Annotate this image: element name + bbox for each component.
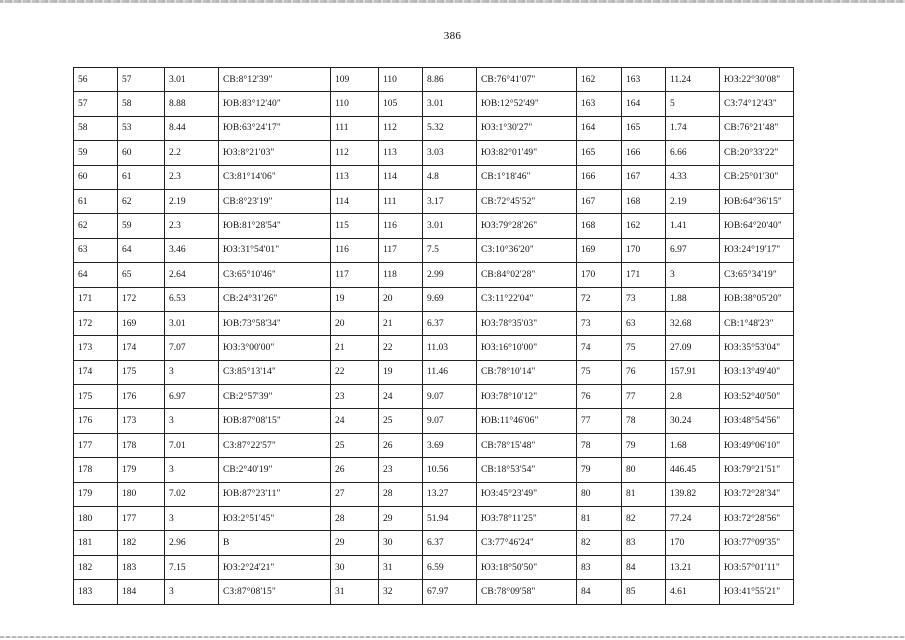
cell-bearing-group1: СЗ:85°13'14"	[219, 360, 331, 384]
cell-bearing-group1: СВ:2°40'19"	[219, 458, 331, 482]
cell-from-point-group3: 163	[577, 92, 622, 116]
cell-length-group1: 3	[165, 507, 219, 531]
cell-to-point-group1: 64	[118, 238, 165, 262]
cell-bearing-group2: СВ:78°10'14"	[477, 360, 577, 384]
cell-from-point-group1: 59	[74, 141, 118, 165]
cell-to-point-group2: 20	[379, 287, 423, 311]
table-row	[74, 141, 794, 165]
cell-length-group2: 6.37	[423, 311, 477, 335]
cell-length-group2: 3.01	[423, 92, 477, 116]
cell-from-point-group3: 77	[577, 409, 622, 433]
cell-from-point-group1: 179	[74, 482, 118, 506]
table-row	[74, 189, 794, 213]
cell-to-point-group3: 63	[622, 311, 666, 335]
cell-bearing-group3: СВ:76°21'48"	[720, 116, 794, 140]
cell-length-group2: 9.07	[423, 409, 477, 433]
cell-bearing-group2: СВ:72°45'52"	[477, 189, 577, 213]
cell-length-group3: 32.68	[666, 311, 720, 335]
table-row	[74, 409, 794, 433]
cell-from-point-group1: 177	[74, 433, 118, 457]
cell-length-group2: 51.94	[423, 507, 477, 531]
cell-bearing-group1: ЮЗ:2°51'45"	[219, 507, 331, 531]
cell-from-point-group3: 82	[577, 531, 622, 555]
cell-to-point-group2: 117	[379, 238, 423, 262]
cell-bearing-group3: ЮЗ:49°06'10"	[720, 433, 794, 457]
cell-from-point-group2: 25	[331, 433, 379, 457]
cell-bearing-group2: ЮЗ:18°50'50"	[477, 555, 577, 579]
cell-length-group1: 2.19	[165, 189, 219, 213]
cell-to-point-group1: 180	[118, 482, 165, 506]
cell-to-point-group1: 169	[118, 311, 165, 335]
cell-bearing-group1: СЗ:65°10'46"	[219, 263, 331, 287]
cell-bearing-group2: ЮЗ:78°10'12"	[477, 385, 577, 409]
cell-bearing-group2: ЮЗ:82°01'49"	[477, 141, 577, 165]
cell-length-group3: 170	[666, 531, 720, 555]
cell-from-point-group3: 166	[577, 165, 622, 189]
cell-from-point-group2: 112	[331, 141, 379, 165]
cell-to-point-group2: 112	[379, 116, 423, 140]
cell-bearing-group1: СЗ:87°08'15"	[219, 580, 331, 604]
cell-to-point-group3: 82	[622, 507, 666, 531]
cell-from-point-group3: 170	[577, 263, 622, 287]
cell-bearing-group2: ЮЗ:78°35'03"	[477, 311, 577, 335]
cell-to-point-group3: 80	[622, 458, 666, 482]
cell-length-group2: 13.27	[423, 482, 477, 506]
cell-bearing-group1: В	[219, 531, 331, 555]
cell-to-point-group2: 28	[379, 482, 423, 506]
cell-from-point-group2: 27	[331, 482, 379, 506]
cell-from-point-group1: 182	[74, 555, 118, 579]
cell-to-point-group3: 84	[622, 555, 666, 579]
cell-to-point-group3: 83	[622, 531, 666, 555]
cell-bearing-group3: ЮЗ:13°49'40"	[720, 360, 794, 384]
cell-from-point-group2: 26	[331, 458, 379, 482]
cell-bearing-group2: СВ:78°15'48"	[477, 433, 577, 457]
cell-bearing-group3: СЗ:74°12'43"	[720, 92, 794, 116]
cell-from-point-group1: 57	[74, 92, 118, 116]
cell-length-group3: 30.24	[666, 409, 720, 433]
table-row	[74, 458, 794, 482]
cell-bearing-group3: ЮЗ:72°28'34"	[720, 482, 794, 506]
cell-to-point-group1: 59	[118, 214, 165, 238]
cell-bearing-group3: ЮВ:38°05'20"	[720, 287, 794, 311]
cell-bearing-group3: ЮЗ:22°30'08"	[720, 68, 794, 92]
cell-to-point-group3: 77	[622, 385, 666, 409]
cell-to-point-group2: 25	[379, 409, 423, 433]
cell-from-point-group3: 165	[577, 141, 622, 165]
cell-from-point-group3: 167	[577, 189, 622, 213]
cell-length-group1: 8.44	[165, 116, 219, 140]
cell-length-group2: 10.56	[423, 458, 477, 482]
cell-bearing-group1: ЮВ:87°23'11"	[219, 482, 331, 506]
cell-bearing-group1: ЮВ:73°58'34"	[219, 311, 331, 335]
scan-edge-bottom	[0, 636, 905, 638]
table-row	[74, 433, 794, 457]
cell-from-point-group1: 171	[74, 287, 118, 311]
cell-bearing-group3: ЮЗ:79°21'51"	[720, 458, 794, 482]
table-row	[74, 263, 794, 287]
cell-bearing-group2: СВ:84°02'28"	[477, 263, 577, 287]
cell-length-group2: 3.03	[423, 141, 477, 165]
cell-from-point-group3: 76	[577, 385, 622, 409]
cell-to-point-group1: 62	[118, 189, 165, 213]
cell-from-point-group3: 162	[577, 68, 622, 92]
cell-to-point-group1: 65	[118, 263, 165, 287]
cell-to-point-group2: 21	[379, 311, 423, 335]
cell-from-point-group2: 31	[331, 580, 379, 604]
cell-from-point-group1: 63	[74, 238, 118, 262]
cell-bearing-group3: ЮВ:64°20'40"	[720, 214, 794, 238]
table-row	[74, 92, 794, 116]
cell-bearing-group1: ЮЗ:2°24'21"	[219, 555, 331, 579]
cell-from-point-group1: 172	[74, 311, 118, 335]
cell-from-point-group2: 30	[331, 555, 379, 579]
cell-to-point-group2: 22	[379, 336, 423, 360]
cell-length-group2: 4.8	[423, 165, 477, 189]
cell-bearing-group2: СВ:78°09'58"	[477, 580, 577, 604]
cell-to-point-group3: 171	[622, 263, 666, 287]
cell-bearing-group3: ЮВ:64°36'15"	[720, 189, 794, 213]
cell-from-point-group1: 61	[74, 189, 118, 213]
cell-bearing-group3: ЮЗ:52°40'50"	[720, 385, 794, 409]
cell-bearing-group1: СВ:8°12'39"	[219, 68, 331, 92]
cell-length-group1: 3.46	[165, 238, 219, 262]
cell-from-point-group1: 62	[74, 214, 118, 238]
cell-bearing-group1: ЮЗ:31°54'01"	[219, 238, 331, 262]
cell-from-point-group3: 84	[577, 580, 622, 604]
cell-length-group2: 9.69	[423, 287, 477, 311]
cell-bearing-group2: СЗ:10°36'20"	[477, 238, 577, 262]
cell-to-point-group1: 177	[118, 507, 165, 531]
cell-to-point-group1: 58	[118, 92, 165, 116]
table-row	[74, 116, 794, 140]
cell-to-point-group3: 170	[622, 238, 666, 262]
cell-length-group1: 3.01	[165, 68, 219, 92]
cell-to-point-group1: 172	[118, 287, 165, 311]
cell-length-group1: 7.07	[165, 336, 219, 360]
cell-to-point-group3: 167	[622, 165, 666, 189]
cell-length-group1: 2.2	[165, 141, 219, 165]
cell-length-group2: 3.17	[423, 189, 477, 213]
cell-length-group2: 11.03	[423, 336, 477, 360]
cell-to-point-group1: 53	[118, 116, 165, 140]
table-row	[74, 214, 794, 238]
cell-length-group3: 27.09	[666, 336, 720, 360]
cell-from-point-group1: 180	[74, 507, 118, 531]
cell-length-group1: 3	[165, 360, 219, 384]
cell-length-group3: 6.97	[666, 238, 720, 262]
table-row	[74, 555, 794, 579]
cell-from-point-group3: 72	[577, 287, 622, 311]
cell-bearing-group1: СВ:2°57'39"	[219, 385, 331, 409]
table-row	[74, 531, 794, 555]
cell-from-point-group2: 113	[331, 165, 379, 189]
cell-to-point-group3: 79	[622, 433, 666, 457]
table-row	[74, 507, 794, 531]
cell-bearing-group3: ЮЗ:41°55'21"	[720, 580, 794, 604]
cell-length-group1: 3	[165, 580, 219, 604]
cell-length-group3: 6.66	[666, 141, 720, 165]
cell-from-point-group3: 164	[577, 116, 622, 140]
cell-length-group1: 2.3	[165, 214, 219, 238]
cell-length-group3: 2.19	[666, 189, 720, 213]
cell-bearing-group2: ЮЗ:78°11'25"	[477, 507, 577, 531]
cell-from-point-group1: 176	[74, 409, 118, 433]
table-row	[74, 385, 794, 409]
cell-bearing-group1: ЮВ:63°24'17"	[219, 116, 331, 140]
cell-length-group2: 3.69	[423, 433, 477, 457]
cell-length-group3: 4.33	[666, 165, 720, 189]
cell-length-group1: 6.53	[165, 287, 219, 311]
cell-length-group3: 1.88	[666, 287, 720, 311]
survey-boundary-table	[73, 67, 794, 605]
cell-from-point-group3: 168	[577, 214, 622, 238]
cell-length-group2: 6.59	[423, 555, 477, 579]
cell-to-point-group1: 173	[118, 409, 165, 433]
cell-length-group3: 139.82	[666, 482, 720, 506]
cell-from-point-group3: 74	[577, 336, 622, 360]
cell-length-group1: 6.97	[165, 385, 219, 409]
cell-to-point-group1: 174	[118, 336, 165, 360]
table-row	[74, 336, 794, 360]
table-row	[74, 287, 794, 311]
cell-length-group3: 5	[666, 92, 720, 116]
cell-bearing-group3: ЮЗ:77°09'35"	[720, 531, 794, 555]
cell-from-point-group2: 117	[331, 263, 379, 287]
cell-to-point-group1: 182	[118, 531, 165, 555]
cell-length-group1: 7.02	[165, 482, 219, 506]
cell-bearing-group2: СЗ:11°22'04"	[477, 287, 577, 311]
cell-length-group2: 5.32	[423, 116, 477, 140]
cell-from-point-group2: 28	[331, 507, 379, 531]
cell-from-point-group2: 116	[331, 238, 379, 262]
cell-length-group2: 3.01	[423, 214, 477, 238]
cell-to-point-group2: 113	[379, 141, 423, 165]
cell-to-point-group1: 183	[118, 555, 165, 579]
cell-length-group1: 3.01	[165, 311, 219, 335]
cell-from-point-group2: 24	[331, 409, 379, 433]
cell-to-point-group1: 60	[118, 141, 165, 165]
cell-to-point-group3: 165	[622, 116, 666, 140]
cell-length-group1: 2.96	[165, 531, 219, 555]
cell-to-point-group2: 31	[379, 555, 423, 579]
cell-to-point-group2: 32	[379, 580, 423, 604]
cell-to-point-group2: 29	[379, 507, 423, 531]
cell-bearing-group1: ЮВ:83°12'40"	[219, 92, 331, 116]
cell-length-group3: 3	[666, 263, 720, 287]
cell-to-point-group2: 30	[379, 531, 423, 555]
cell-length-group3: 157.91	[666, 360, 720, 384]
cell-length-group2: 67.97	[423, 580, 477, 604]
cell-bearing-group1: СЗ:81°14'06"	[219, 165, 331, 189]
cell-bearing-group1: СВ:24°31'26"	[219, 287, 331, 311]
cell-length-group1: 3	[165, 409, 219, 433]
cell-to-point-group3: 162	[622, 214, 666, 238]
cell-from-point-group3: 75	[577, 360, 622, 384]
cell-to-point-group2: 19	[379, 360, 423, 384]
cell-from-point-group2: 23	[331, 385, 379, 409]
cell-to-point-group1: 61	[118, 165, 165, 189]
cell-length-group2: 9.07	[423, 385, 477, 409]
cell-from-point-group3: 83	[577, 555, 622, 579]
cell-from-point-group3: 80	[577, 482, 622, 506]
cell-bearing-group2: СВ:1°18'46"	[477, 165, 577, 189]
cell-bearing-group2: СЗ:77°46'24"	[477, 531, 577, 555]
cell-length-group3: 2.8	[666, 385, 720, 409]
cell-to-point-group3: 166	[622, 141, 666, 165]
cell-to-point-group3: 85	[622, 580, 666, 604]
cell-length-group1: 7.15	[165, 555, 219, 579]
scan-edge-top	[0, 0, 905, 3]
cell-to-point-group1: 57	[118, 68, 165, 92]
cell-to-point-group3: 73	[622, 287, 666, 311]
cell-to-point-group2: 114	[379, 165, 423, 189]
cell-length-group3: 13.21	[666, 555, 720, 579]
cell-to-point-group2: 26	[379, 433, 423, 457]
cell-length-group2: 8.86	[423, 68, 477, 92]
table-row	[74, 68, 794, 92]
cell-bearing-group3: СВ:25°01'30"	[720, 165, 794, 189]
cell-length-group1: 2.64	[165, 263, 219, 287]
cell-length-group2: 6.37	[423, 531, 477, 555]
cell-to-point-group2: 118	[379, 263, 423, 287]
cell-from-point-group3: 81	[577, 507, 622, 531]
cell-from-point-group2: 29	[331, 531, 379, 555]
table-row	[74, 482, 794, 506]
cell-to-point-group1: 176	[118, 385, 165, 409]
cell-length-group1: 8.88	[165, 92, 219, 116]
cell-bearing-group2: ЮЗ:16°10'00"	[477, 336, 577, 360]
cell-bearing-group1: ЮВ:87°08'15"	[219, 409, 331, 433]
cell-from-point-group1: 56	[74, 68, 118, 92]
table-row	[74, 165, 794, 189]
cell-length-group3: 1.68	[666, 433, 720, 457]
cell-bearing-group2: ЮЗ:1°30'27"	[477, 116, 577, 140]
cell-bearing-group3: СЗ:65°34'19"	[720, 263, 794, 287]
cell-to-point-group2: 105	[379, 92, 423, 116]
cell-bearing-group1: ЮВ:81°28'54"	[219, 214, 331, 238]
cell-from-point-group2: 114	[331, 189, 379, 213]
cell-to-point-group3: 81	[622, 482, 666, 506]
cell-from-point-group1: 173	[74, 336, 118, 360]
table-row	[74, 360, 794, 384]
cell-from-point-group2: 115	[331, 214, 379, 238]
cell-bearing-group2: ЮЗ:79°28'26"	[477, 214, 577, 238]
cell-bearing-group1: СЗ:87°22'57"	[219, 433, 331, 457]
cell-from-point-group3: 79	[577, 458, 622, 482]
cell-from-point-group3: 169	[577, 238, 622, 262]
cell-length-group3: 77.24	[666, 507, 720, 531]
cell-from-point-group1: 178	[74, 458, 118, 482]
cell-bearing-group2: СВ:76°41'07"	[477, 68, 577, 92]
table-row	[74, 580, 794, 604]
cell-from-point-group3: 78	[577, 433, 622, 457]
cell-from-point-group1: 64	[74, 263, 118, 287]
table-row	[74, 311, 794, 335]
cell-from-point-group1: 60	[74, 165, 118, 189]
cell-bearing-group2: СВ:18°53'54"	[477, 458, 577, 482]
cell-from-point-group2: 22	[331, 360, 379, 384]
cell-to-point-group3: 163	[622, 68, 666, 92]
cell-bearing-group3: СВ:1°48'23"	[720, 311, 794, 335]
cell-length-group3: 11.24	[666, 68, 720, 92]
cell-from-point-group1: 183	[74, 580, 118, 604]
cell-to-point-group1: 178	[118, 433, 165, 457]
cell-length-group3: 1.41	[666, 214, 720, 238]
cell-to-point-group2: 111	[379, 189, 423, 213]
cell-bearing-group3: ЮЗ:48°54'56"	[720, 409, 794, 433]
cell-length-group2: 11.46	[423, 360, 477, 384]
cell-length-group1: 2.3	[165, 165, 219, 189]
cell-length-group3: 4.61	[666, 580, 720, 604]
cell-length-group2: 7.5	[423, 238, 477, 262]
cell-from-point-group1: 58	[74, 116, 118, 140]
cell-length-group1: 3	[165, 458, 219, 482]
cell-bearing-group3: ЮЗ:35°53'04"	[720, 336, 794, 360]
cell-to-point-group2: 23	[379, 458, 423, 482]
cell-bearing-group3: СВ:20°33'22"	[720, 141, 794, 165]
cell-to-point-group2: 116	[379, 214, 423, 238]
cell-to-point-group1: 179	[118, 458, 165, 482]
cell-bearing-group1: ЮЗ:3°00'00"	[219, 336, 331, 360]
cell-bearing-group1: ЮЗ:8°21'03"	[219, 141, 331, 165]
cell-to-point-group3: 168	[622, 189, 666, 213]
cell-from-point-group2: 21	[331, 336, 379, 360]
cell-length-group2: 2.99	[423, 263, 477, 287]
table-body	[74, 68, 794, 605]
cell-bearing-group2: ЮВ:12°52'49"	[477, 92, 577, 116]
cell-to-point-group3: 75	[622, 336, 666, 360]
cell-bearing-group3: ЮЗ:57°01'11"	[720, 555, 794, 579]
cell-to-point-group3: 164	[622, 92, 666, 116]
cell-bearing-group2: ЮВ:11°46'06"	[477, 409, 577, 433]
cell-from-point-group2: 110	[331, 92, 379, 116]
cell-to-point-group3: 76	[622, 360, 666, 384]
cell-from-point-group1: 181	[74, 531, 118, 555]
cell-to-point-group2: 110	[379, 68, 423, 92]
cell-length-group3: 446.45	[666, 458, 720, 482]
table-row	[74, 238, 794, 262]
cell-from-point-group1: 175	[74, 385, 118, 409]
cell-from-point-group1: 174	[74, 360, 118, 384]
cell-from-point-group2: 111	[331, 116, 379, 140]
cell-bearing-group3: ЮЗ:24°19'17"	[720, 238, 794, 262]
cell-from-point-group2: 20	[331, 311, 379, 335]
cell-length-group3: 1.74	[666, 116, 720, 140]
cell-bearing-group2: ЮЗ:45°23'49"	[477, 482, 577, 506]
cell-bearing-group3: ЮЗ:72°28'56"	[720, 507, 794, 531]
cell-length-group1: 7.01	[165, 433, 219, 457]
cell-to-point-group1: 184	[118, 580, 165, 604]
cell-to-point-group3: 78	[622, 409, 666, 433]
cell-to-point-group1: 175	[118, 360, 165, 384]
page-number: 386	[443, 30, 462, 42]
cell-to-point-group2: 24	[379, 385, 423, 409]
cell-bearing-group1: СВ:8°23'19"	[219, 189, 331, 213]
cell-from-point-group3: 73	[577, 311, 622, 335]
cell-from-point-group2: 109	[331, 68, 379, 92]
cell-from-point-group2: 19	[331, 287, 379, 311]
